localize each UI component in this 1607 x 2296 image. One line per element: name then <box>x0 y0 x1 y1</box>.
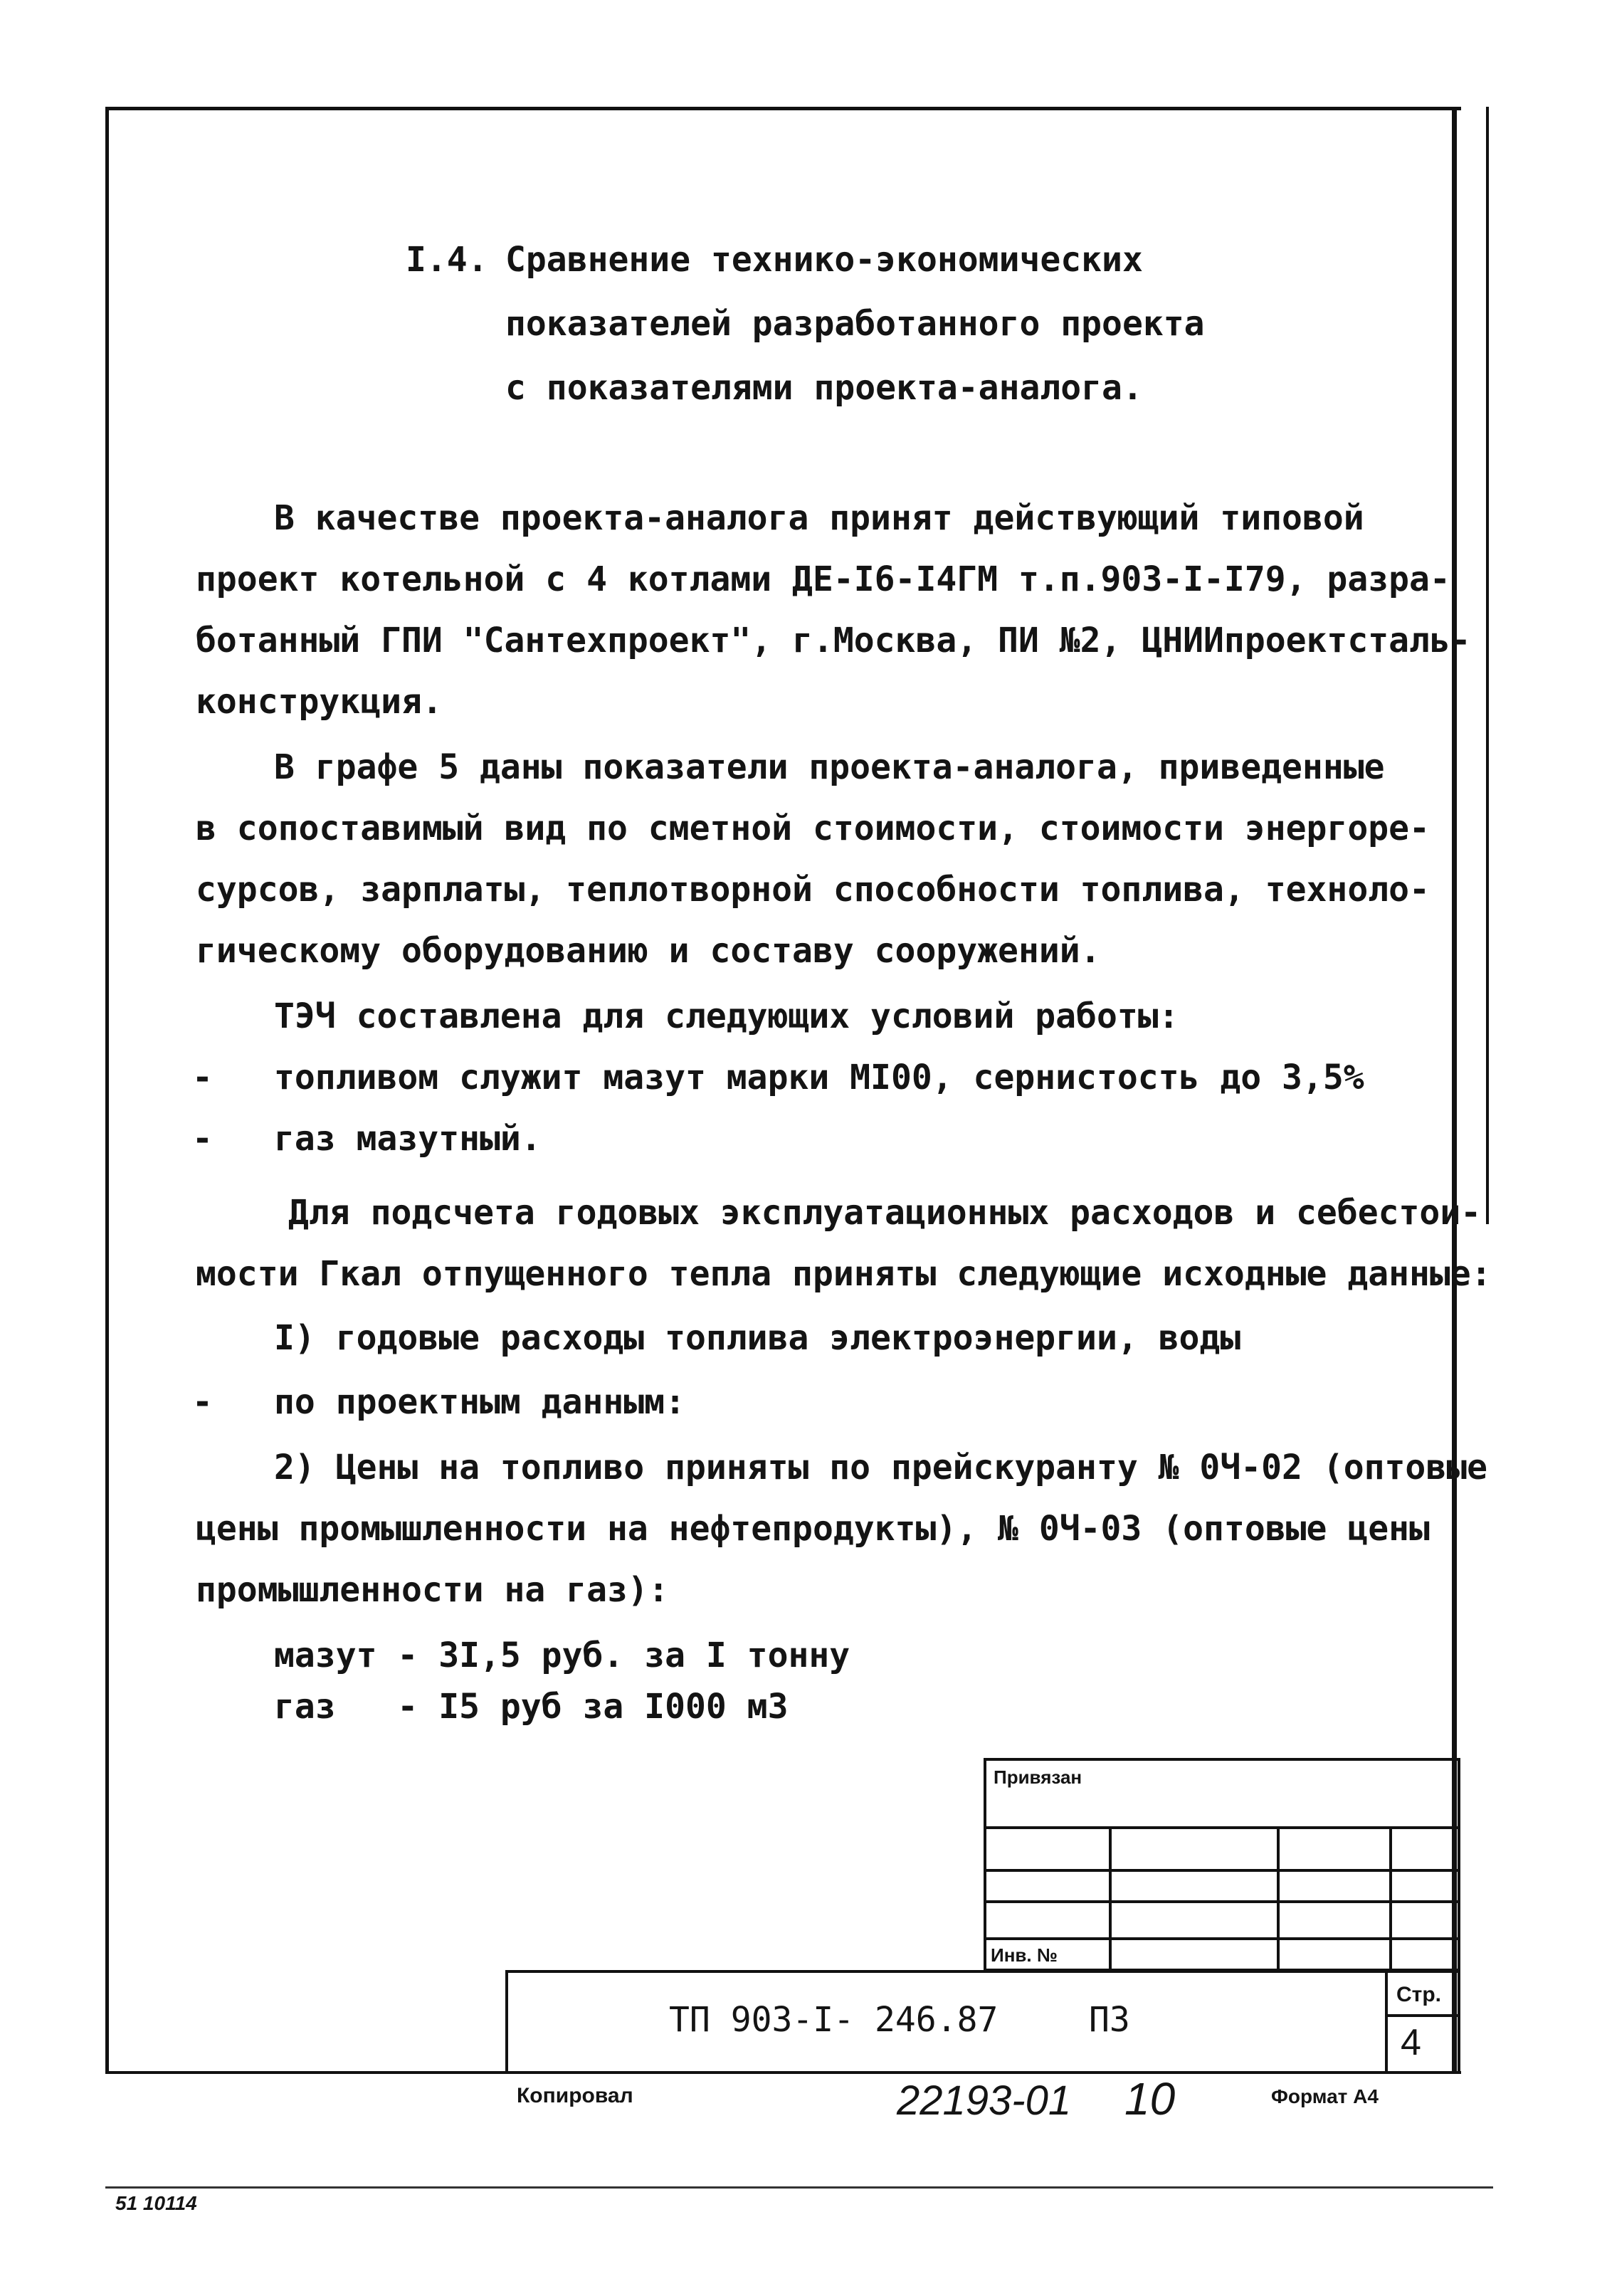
paragraph-1-line-1: В качестве проекта-аналога принят действующий типовой <box>274 498 1364 538</box>
heading-line-2: показателей разработанного проекта <box>505 304 1205 344</box>
list-item-gas: газ мазутный. <box>274 1119 542 1159</box>
stamp-line <box>1389 1826 1392 1971</box>
page-bottom-rule <box>105 2186 1493 2189</box>
paragraph-1-line-4: конструкция. <box>196 682 443 722</box>
list-item-project-data: по проектным данным: <box>274 1382 685 1422</box>
list-item-fuel: топливом служит мазут марки МI00, сернистость до 3,5% <box>274 1058 1364 1097</box>
handwritten-sheet: 10 <box>1124 2073 1176 2124</box>
paragraph-6-line-2: цены промышленности на нефтепродукты), № 0Ч-03 (оптовые цены <box>196 1509 1430 1549</box>
document-type: ПЗ <box>1089 2000 1130 2040</box>
stamp-line <box>1385 2014 1460 2017</box>
stamp-line <box>1109 1826 1112 1971</box>
paragraph-1-line-3: ботанный ГПИ "Сантехпроект", г.Москва, ПИ №2, ЦНИИпроектсталь- <box>196 621 1471 660</box>
stamp-line <box>1385 1970 1388 2074</box>
paragraph-1-line-2: проект котельной с 4 котлами ДЕ-I6-I4ГМ т.п.903-I-I79, разра- <box>196 559 1450 599</box>
handwritten-number: 22193-01 <box>897 2078 1072 2124</box>
list-dash: - <box>192 1382 213 1422</box>
format-label: Формат А4 <box>1271 2085 1379 2107</box>
copied-by-label: Копировал <box>517 2084 633 2107</box>
heading-line-1: Сравнение технико-экономических <box>505 240 1143 280</box>
section-heading <box>406 228 1205 420</box>
price-mazut: мазут - 3I,5 руб. за I тонну <box>274 1636 850 1675</box>
paragraph-5: I) годовые расходы топлива электроэнергии, воды <box>274 1318 1241 1358</box>
paragraph-2-line-2: в сопоставимый вид по сметной стоимости, стоимости энергоре- <box>196 809 1430 848</box>
paragraph-3: ТЭЧ составлена для следующих условий работы: <box>274 996 1179 1036</box>
paragraph-2-line-4: гическому оборудованию и составу сооружений. <box>196 931 1101 971</box>
list-dash: - <box>192 1119 213 1159</box>
inventory-number-label: Инв. № <box>991 1944 1058 1966</box>
paragraph-6-line-3: промышленности на газ): <box>196 1570 669 1610</box>
frame-left-border <box>105 108 109 2073</box>
paragraph-2-line-1: В графе 5 даны показатели проекта-аналога, приведенные <box>274 747 1385 787</box>
paragraph-4-line-2: мости Гкал отпущенного тепла приняты следующие исходные данные: <box>196 1254 1492 1294</box>
frame-top-border <box>105 107 1461 110</box>
stamp-line <box>1277 1826 1280 1971</box>
section-number: I.4. <box>406 240 488 280</box>
paragraph-4-line-1: Для подсчета годовых эксплуатационных расходов и себестои- <box>288 1193 1482 1233</box>
page-number: 4 <box>1401 2022 1421 2063</box>
price-gas: газ - I5 руб за I000 м3 <box>274 1687 789 1727</box>
paragraph-2-line-3: сурсов, зарплаты, теплотворной способности топлива, техноло- <box>196 870 1430 910</box>
page-label: Стр. <box>1396 1983 1442 2006</box>
frame-right-outer-border <box>1486 107 1489 1224</box>
binding-label: Привязан <box>994 1766 1082 1788</box>
list-dash: - <box>192 1058 213 1097</box>
document-code: ТП 903-I- 246.87 <box>669 2000 999 2040</box>
sheet-code: 51 10114 <box>115 2192 197 2214</box>
heading-line-3: с показателями проекта-аналога. <box>505 368 1143 408</box>
paragraph-6-line-1: 2) Цены на топливо приняты по прейскуранту № 0Ч-02 (оптовые <box>274 1448 1488 1487</box>
